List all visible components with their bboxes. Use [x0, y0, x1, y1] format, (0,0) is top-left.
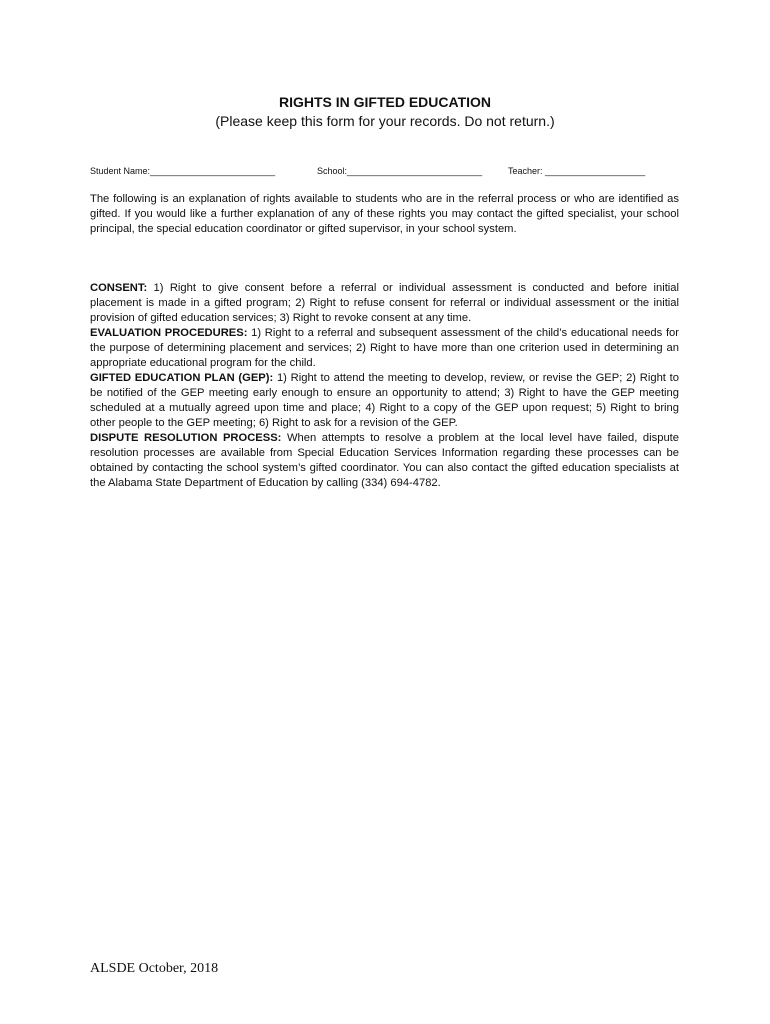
gep-text: 1) Right to attend the meeting to develop, review, or revise the GEP; 2) Right to be notified of the GEP meeting early enough to ensure an opportunity to attend; 3) Right to have the GEP meeting scheduled at a mutually agreed upon time and place; 4) Right to a copy of the GEP upon request; 5) Right to bring other people to the GEP meeting; 6) Right to ask for a revision of the GEP.: [90, 372, 679, 429]
gep-heading: GIFTED EDUCATION PLAN (GEP):: [90, 372, 274, 384]
consent-text: 1) Right to give consent before a referral or individual assessment is conducted and before initial placement is made in a gifted program; 2) Right to refuse consent for referral or individual assessment or the initial provision of gifted education services; 3) Right to revoke consent at any time.: [90, 282, 679, 324]
dispute-resolution-text: When attempts to resolve a problem at the local level have failed, dispute resolution processes are available from Special Education Services Information regarding these processes can be obtained by contacting the school system’s gifted coordinator. You can also contact the gifted education specialists at the Alabama State Department of Education by calling (334) 694-4782.: [90, 432, 679, 489]
consent-section: [90, 281, 679, 326]
document-title: RIGHTS IN GIFTED EDUCATION: [278, 94, 492, 110]
school-field[interactable]: School:___________________________: [317, 166, 483, 176]
student-name-field[interactable]: Student Name:_________________________: [90, 166, 276, 176]
teacher-field[interactable]: Teacher: ____________________: [508, 166, 646, 176]
footer-date: ALSDE October, 2018: [90, 961, 219, 976]
rights-sections: [90, 281, 679, 491]
evaluation-procedures-section: [90, 326, 679, 371]
document-subtitle: (Please keep this form for your records. Do not return.): [215, 113, 555, 129]
consent-heading: CONSENT:: [90, 282, 148, 294]
gep-section: [90, 371, 679, 431]
evaluation-procedures-heading: EVALUATION PROCEDURES:: [90, 327, 248, 339]
dispute-resolution-heading: DISPUTE RESOLUTION PROCESS:: [90, 432, 282, 444]
evaluation-procedures-text: 1) Right to a referral and subsequent assessment of the child’s educational needs for the purpose of determining placement and services; 2) Right to have more than one criterion used in determining an appropriate educational program for the child.: [90, 327, 679, 369]
form-fields-row: [90, 165, 690, 177]
intro-paragraph: The following is an explanation of rights available to students who are in the referral process or who are identified as gifted. If you would like a further explanation of any of these rights you may contact the gifted specialist, your school principal, the special education coordinator or gifted supervisor, in your school system.: [90, 193, 679, 235]
dispute-resolution-section: [90, 431, 679, 491]
